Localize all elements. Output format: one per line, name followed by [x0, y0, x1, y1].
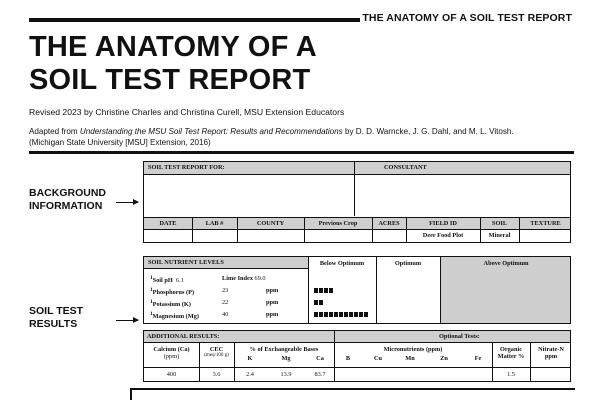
additional-results-form — [143, 330, 571, 382]
k-value: 2.4 — [246, 371, 254, 378]
organic-matter-value: 1.5 — [507, 371, 515, 378]
cu-header: Cu — [373, 355, 383, 362]
page-title — [29, 31, 429, 97]
col-acres: ACRES — [378, 220, 400, 227]
nutrients-title: SOIL NUTRIENT LEVELS — [148, 259, 224, 266]
adapted-prefix: Adapted from — [29, 127, 80, 136]
phosphorus-unit: ppm — [266, 287, 279, 294]
additional-title: ADDITIONAL RESULTS: — [147, 333, 220, 340]
col-lab: LAB # — [205, 220, 224, 227]
col-field-id: FIELD ID — [429, 220, 457, 227]
organic-matter-header: Organic Matter % — [497, 346, 525, 360]
ca-header: Ca — [316, 355, 324, 362]
magnesium-bars — [314, 312, 369, 319]
adapted-publisher: (Michigan State University [MSU] Extension, 2016) — [29, 137, 211, 147]
mn-header: Mn — [405, 355, 415, 362]
optimum-label: Optimum — [394, 260, 422, 267]
nutrient-levels-form — [143, 256, 571, 324]
col-county: COUNTY — [256, 220, 285, 227]
value-field-id: Deer Food Plot — [422, 232, 464, 239]
micronutrients-header: Micronutrients (ppm) — [383, 346, 443, 353]
exchangeable-bases-header: % of Exchangeable Bases — [249, 346, 319, 353]
header-kicker: THE ANATOMY OF A SOIL TEST REPORT — [362, 12, 572, 24]
potassium-bars — [314, 300, 324, 307]
report-for-title: SOIL TEST REPORT FOR: — [148, 164, 225, 171]
potassium-unit: ppm — [266, 299, 279, 306]
nutrient-row-magnesium: $^1$Magnesium (Mg) — [150, 311, 199, 321]
mg-header: Mg — [281, 355, 291, 362]
nutrient-row-potassium: $^1$Potassium (K) — [150, 299, 191, 309]
adapted-source-title: Understanding the MSU Soil Test Report: Results and Recommendations — [79, 127, 343, 136]
nitrate-header: Nitrate-N ppm — [538, 346, 564, 360]
magnesium-value: 40 — [222, 311, 229, 318]
col-soil: SOIL — [491, 220, 508, 227]
revised-credit: Revised 2023 by Christine Charles and Christina Curell, MSU Extension Educators — [29, 107, 345, 117]
cec-header: CEC (meq/100 g) — [204, 346, 229, 358]
report-for-form — [143, 161, 571, 243]
arrow-soil-test — [116, 320, 138, 321]
label-background-information: BACKGROUND INFORMATION — [29, 187, 106, 212]
title-line-2: SOIL TEST REPORT — [29, 64, 311, 96]
k-header: K — [247, 355, 253, 362]
col-previous-crop: Previous Crop — [318, 220, 358, 227]
arrow-background — [116, 202, 138, 203]
phosphorus-value: 23 — [222, 287, 229, 294]
adapted-authors: by D. D. Warncke, J. G. Dahl, and M. L. Vitosh. — [342, 127, 514, 136]
above-optimum-label: Above Optimum — [483, 260, 529, 267]
lime-index-row: Lime Index 69.0 — [222, 275, 266, 282]
nutrient-row-phosphorus: $^1$Phosphorus (P) — [150, 287, 195, 297]
below-optimum-label: Below Optimum — [319, 260, 365, 267]
section-divider — [29, 151, 574, 154]
top-bar — [29, 10, 572, 28]
title-line-1: THE ANATOMY OF A — [29, 31, 317, 63]
adapted-credit — [29, 127, 574, 148]
consultant-label: CONSULTANT — [384, 164, 427, 171]
calcium-value: 400 — [166, 371, 177, 378]
phosphorus-bars — [314, 288, 334, 295]
value-soil: Mineral — [488, 232, 511, 239]
zn-header: Zn — [440, 355, 448, 362]
label-soil-test-results: SOIL TEST RESULTS — [29, 305, 84, 330]
top-rule — [29, 18, 360, 22]
col-texture: TEXTURE — [530, 220, 561, 227]
optional-tests-label: Optional Tests: — [439, 333, 480, 340]
col-date: DATE — [159, 220, 177, 227]
fe-header: Fe — [474, 355, 482, 362]
calcium-header: Calcium (Ca) (ppm) — [153, 346, 190, 360]
cec-value: 3.6 — [212, 371, 221, 378]
potassium-value: 22 — [222, 299, 229, 306]
b-header: B — [345, 355, 351, 362]
next-section-frame — [130, 388, 575, 400]
mg-value: 13.9 — [280, 371, 292, 378]
soil-ph-row: $^1$Soil pH 6.1 — [150, 275, 184, 285]
ca-value: 83.7 — [314, 371, 326, 378]
magnesium-unit: ppm — [266, 311, 279, 318]
